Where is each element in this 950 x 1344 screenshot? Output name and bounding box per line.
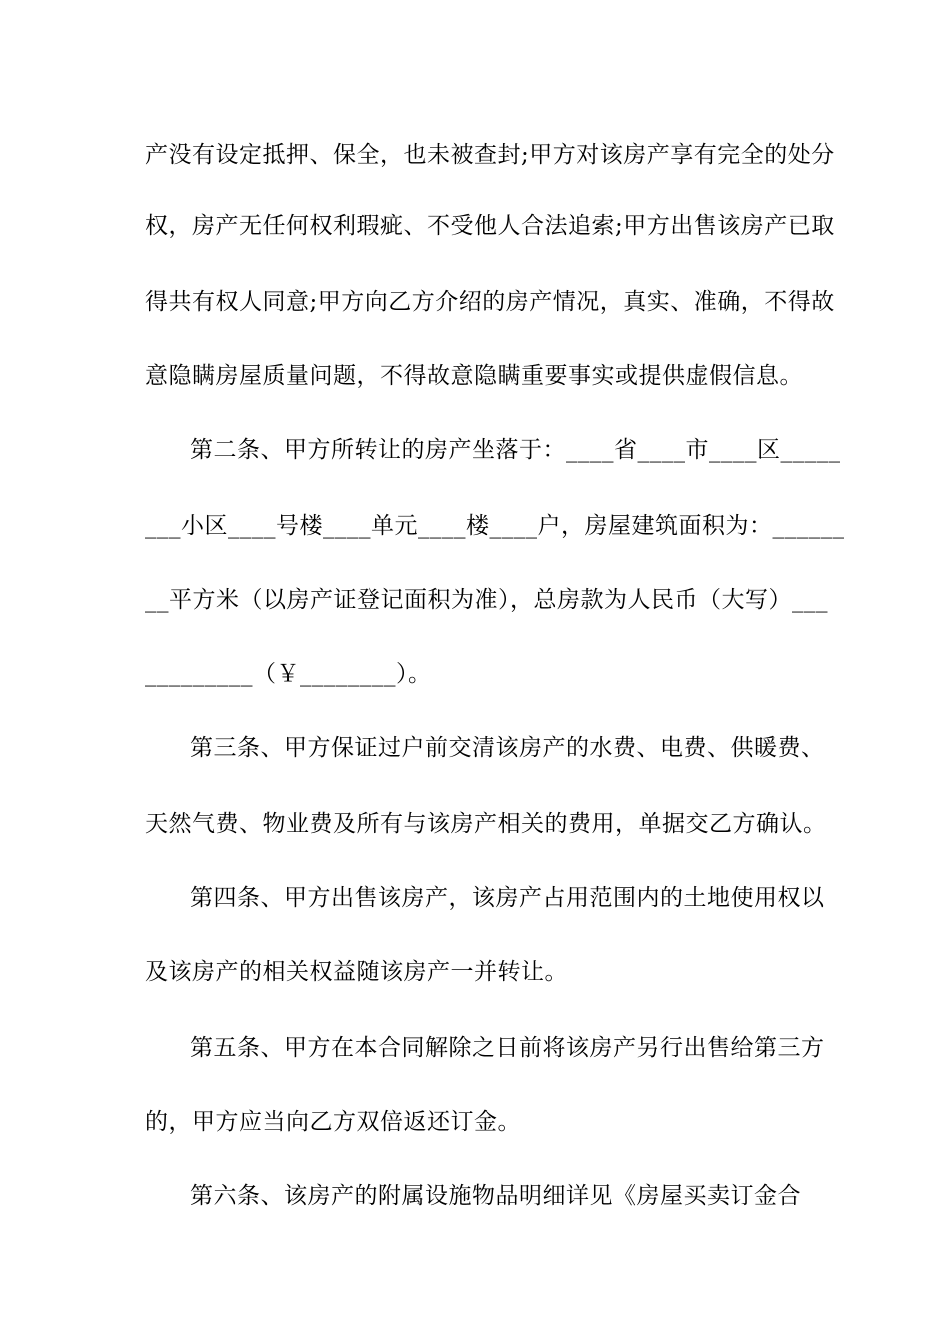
text-line: 权，房产无任何权利瑕疵、不受他人合法追索;甲方出售该房产已取 <box>145 213 835 239</box>
text-line: 得共有权人同意;甲方向乙方介绍的房产情况，真实、准确，不得故 <box>145 289 835 315</box>
clause-3-first-line: 第三条、甲方保证过户前交清该房产的水费、电费、供暖费、 <box>190 735 825 761</box>
text-line: 产没有设定抵押、保全，也未被查封;甲方对该房产享有完全的处分 <box>145 142 835 168</box>
clause-6-first-line: 第六条、该房产的附属设施物品明细详见《房屋买卖订金合 <box>190 1183 801 1209</box>
text-line: 意隐瞒房屋质量问题，不得故意隐瞒重要事实或提供虚假信息。 <box>145 363 803 389</box>
text-line: __平方米（以房产证登记面积为准），总房款为人民币（大写）___ <box>145 587 828 613</box>
text-line: 天然气费、物业费及所有与该房产相关的费用，单据交乙方确认。 <box>145 811 827 837</box>
clause-5-first-line: 第五条、甲方在本合同解除之日前将该房产另行出售给第三方 <box>190 1035 825 1061</box>
text-line: _________（￥________）。 <box>145 661 432 687</box>
clause-2-first-line: 第二条、甲方所转让的房产坐落于：____省____市____区_____ <box>190 437 841 463</box>
text-line: ___小区____号楼____单元____楼____户，房屋建筑面积为：______ <box>145 513 845 539</box>
clause-4-first-line: 第四条、甲方出售该房产，该房产占用范围内的土地使用权以 <box>190 885 825 911</box>
text-line: 及该房产的相关权益随该房产一并转让。 <box>145 959 568 985</box>
text-line: 的，甲方应当向乙方双倍返还订金。 <box>145 1109 521 1135</box>
